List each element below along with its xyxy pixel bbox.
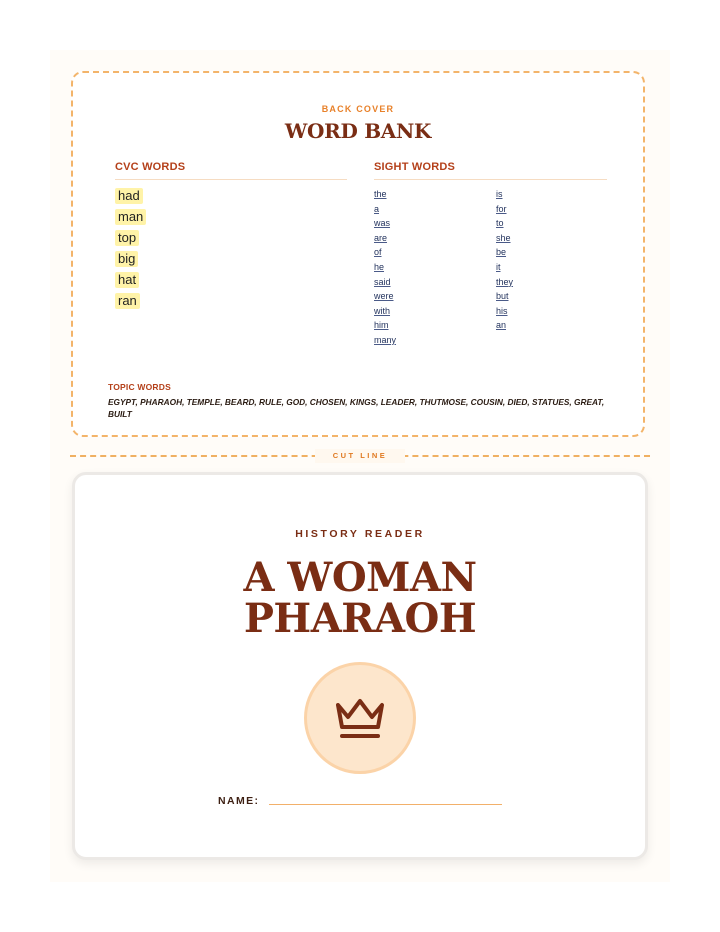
sight-word-link[interactable]: they [496,276,514,287]
word-bank-title: WORD BANK [284,119,432,143]
list-item [115,271,146,292]
sight-word-link[interactable]: he [374,261,385,272]
name-write-line[interactable] [269,804,502,805]
topic-words-heading: TOPIC WORDS [108,382,171,392]
list-item [496,230,513,245]
list-item [374,317,396,332]
book-title [75,554,645,642]
list-item [374,259,396,274]
cvc-word: hat [115,272,139,288]
list-item [496,274,513,289]
back-cover-eyebrow: BACK COVER [321,104,395,114]
name-label: NAME: [218,795,260,807]
book-title-line-1: A WOMAN [243,554,477,601]
list-item [374,274,396,289]
cvc-word: big [115,251,138,267]
sight-words-heading: SIGHT WORDS [374,161,607,180]
list-item [374,186,396,201]
sight-word-column-1 [374,186,396,347]
list-item [115,229,146,250]
list-item [496,215,513,230]
sight-word-link[interactable]: said [374,276,391,287]
list-item [496,244,513,259]
sight-word-link[interactable]: the [374,189,387,199]
sight-word-column-2 [496,186,513,332]
sight-word-link[interactable]: it [496,261,501,272]
list-item [115,208,146,229]
front-cover-card [72,472,648,860]
sight-word-link[interactable]: she [496,232,511,243]
list-item [374,201,396,216]
cvc-word: had [115,188,143,204]
crown-badge [304,662,416,774]
sight-word-link[interactable]: be [496,247,507,258]
sight-word-link[interactable]: him [374,320,389,331]
cvc-words-heading: CVC WORDS [115,161,347,180]
cvc-word: ran [115,293,140,309]
crown-icon [332,695,388,741]
list-item [374,303,396,318]
sight-word-link[interactable]: many [374,334,397,345]
cvc-word: top [115,230,139,246]
list-item [496,259,513,274]
sight-word-link[interactable]: to [496,218,504,229]
cut-line-label: CUT LINE [315,449,405,463]
sight-word-link[interactable]: was [374,218,391,229]
sight-word-link[interactable]: a [374,203,380,214]
back-cover-panel [71,71,645,437]
list-item [115,292,146,313]
list-item [374,230,396,245]
list-item [115,187,146,208]
list-item [374,244,396,259]
list-item [496,317,513,332]
list-item [496,201,513,216]
sight-word-link[interactable]: were [374,291,394,302]
front-cover-eyebrow: HISTORY READER [295,528,425,540]
sight-word-link[interactable]: an [496,320,507,331]
sight-word-link[interactable]: are [374,232,388,243]
sight-word-link[interactable]: for [496,203,507,214]
list-item [496,288,513,303]
sight-word-link[interactable]: but [496,291,509,302]
sight-word-link[interactable]: of [374,247,382,258]
list-item [496,186,513,201]
book-title-line-2: PHARAOH [243,595,477,642]
sight-word-link[interactable]: is [496,189,503,199]
list-item [374,215,396,230]
list-item [115,250,146,271]
cvc-word-list [115,187,146,313]
cvc-word: man [115,209,146,225]
list-item [374,332,396,347]
list-item [374,288,396,303]
sight-word-link[interactable]: his [496,305,508,316]
sight-word-link[interactable]: with [374,305,391,316]
topic-words-text: EGYPT, PHARAOH, TEMPLE, BEARD, RULE, GOD, CHOSEN, KINGS, LEADER, THUTMOSE, COUSIN, DIED, STATUES, GREAT, BUILT [108,397,605,419]
list-item [496,303,513,318]
